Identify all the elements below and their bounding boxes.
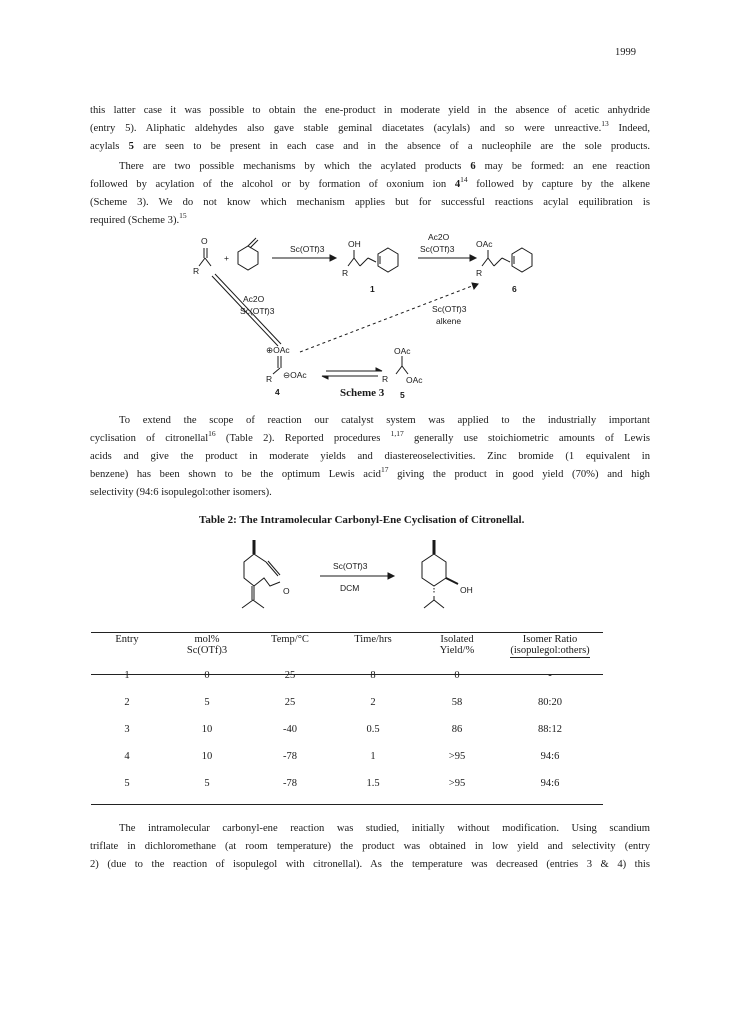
- para2-line3: (Scheme 3). We do not know which mechanism applies but for successful reactions acylal equilibration is: [90, 197, 650, 208]
- acylal-oac-right: OAc: [406, 375, 423, 385]
- para4-line3: 2) (due to the reaction of isopulegol with citronellal). As the temperature was decreased (entries 3 & 4) this: [90, 859, 650, 870]
- cell-entry: 4: [124, 751, 130, 762]
- reference-13: 13: [601, 119, 609, 128]
- paragraph-2: [90, 158, 650, 230]
- alkene-label: alkene: [436, 316, 462, 326]
- cell-time: 1.5: [366, 778, 380, 789]
- cell-yield: 0: [454, 670, 460, 681]
- cell-entry: 1: [124, 670, 130, 681]
- text-run: required (Scheme 3).: [90, 215, 180, 226]
- text-run: followed by acylation of the alcohol or by formation of oxonium ion: [90, 179, 455, 190]
- header-text: Isolated: [440, 634, 474, 645]
- header-text: (isopulegol:others): [510, 645, 590, 656]
- header-text: Time/hrs: [354, 634, 392, 645]
- cell-ratio: 88:12: [538, 724, 562, 735]
- para3-line1: To extend the scope of reaction our catalyst system was applied to the industrially important: [119, 415, 650, 426]
- cell-ratio: 94:6: [540, 778, 560, 789]
- header-text: Isomer Ratio: [522, 634, 578, 645]
- para3-line5: selectivity (94:6 isopulegol:other isomers).: [90, 487, 272, 498]
- cell-mol: 5: [204, 778, 210, 789]
- header-entry: [91, 634, 163, 656]
- compound-number: 4: [454, 179, 461, 190]
- header-yield: [417, 634, 497, 656]
- text-run: are seen to be present in each case and in the absence of a nucleophile are the sole products.: [133, 141, 650, 152]
- cell-yield: >95: [448, 751, 466, 762]
- table-row: [91, 662, 603, 689]
- reference-15: 15: [179, 211, 187, 220]
- product6-r: R: [476, 268, 483, 278]
- cell-time: 0.5: [366, 724, 380, 735]
- oxonium-r: R: [266, 374, 273, 384]
- text-run: There are two possible mechanisms by which the acylated products: [119, 161, 471, 172]
- plus-sign: +: [224, 253, 229, 263]
- table-header-row: [91, 634, 603, 656]
- paragraph-4: [90, 820, 650, 874]
- paragraph-3: [90, 412, 650, 502]
- text-run: may be formed: an ene reaction: [475, 161, 650, 172]
- text-run: (Table 2). Reported procedures: [215, 433, 391, 444]
- table-row: [91, 770, 603, 797]
- text-run: followed by capture by the alkene: [467, 179, 650, 190]
- cell-ratio: 94:6: [540, 751, 560, 762]
- cell-entry: 5: [124, 778, 130, 789]
- catalyst-label-4: Sc(OTf)3: [432, 304, 467, 314]
- citronellal-cyclisation-scheme: [0, 536, 740, 626]
- table-row: [91, 716, 603, 743]
- cell-mol: 10: [201, 724, 213, 735]
- compound-number: 5: [128, 141, 134, 152]
- cell-time: 8: [370, 670, 376, 681]
- acylal-oac-top: OAc: [394, 346, 411, 356]
- cell-time: 2: [370, 697, 376, 708]
- table-rule-mid: [91, 674, 603, 675]
- para4-line2: triflate in dichloromethane (at room temperature) the product was obtained in low yield and selectivity (entry: [90, 841, 650, 852]
- cell-temp: -40: [283, 724, 297, 735]
- scheme-3-caption: Scheme 3: [340, 387, 385, 399]
- reference-1-17: 1,17: [390, 429, 404, 438]
- cell-temp: -78: [283, 751, 297, 762]
- cell-time: 1: [370, 751, 376, 762]
- cell-mol: 0: [204, 670, 210, 681]
- product6-oac: OAc: [476, 239, 493, 249]
- compound-6-label: 6: [512, 284, 517, 294]
- acetate-anion: ⊖OAc: [283, 370, 307, 380]
- text-run: acylals: [90, 141, 129, 152]
- scheme-3-diagram: [0, 228, 740, 408]
- header-time: [329, 634, 417, 656]
- table-rule-top: [91, 632, 603, 633]
- aldehyde-o: O: [201, 236, 208, 246]
- cell-ratio: 80:20: [538, 697, 562, 708]
- catalyst-label-1: Sc(OTf)3: [290, 244, 325, 254]
- para3-line4: [90, 466, 650, 484]
- header-ratio: [497, 634, 603, 656]
- oxonium-oac: ⊕OAc: [266, 345, 290, 355]
- cell-entry: 2: [124, 697, 130, 708]
- table-2-caption: Table 2: The Intramolecular Carbonyl-Ene Cyclisation of Citronellal.: [199, 514, 525, 526]
- reference-17: 17: [380, 465, 389, 474]
- text-run: cyclisation of citronellal: [90, 433, 209, 444]
- header-text: Temp/°C: [271, 634, 309, 645]
- compound-4-label: 4: [275, 387, 280, 397]
- header-text: Entry: [115, 634, 139, 645]
- para1-line2: [90, 120, 650, 138]
- header-mol: [163, 634, 251, 656]
- table-row: [91, 743, 603, 770]
- aldehyde-r: R: [193, 266, 200, 276]
- cell-yield: 58: [451, 697, 463, 708]
- citronellal-o: O: [283, 586, 290, 596]
- reagent-label: Sc(OTf)3: [333, 561, 368, 571]
- cell-yield: >95: [448, 778, 466, 789]
- table-2: [91, 634, 603, 797]
- para3-line3: acids and give the product in moderate yields and diastereoselectivities. Zinc bromide (1 equivalent in: [90, 451, 650, 462]
- para1-line1: this latter case it was possible to obtain the ene-product in moderate yield in the absence of acetic anhydride: [90, 105, 650, 116]
- cell-mol: 10: [201, 751, 213, 762]
- text-run: generally use stoichiometric amounts of Lewis: [403, 433, 651, 444]
- text-run: giving the product in good yield (70%) and high: [388, 469, 650, 480]
- compound-5-label: 5: [400, 390, 405, 400]
- acylal-r: R: [382, 374, 389, 384]
- catalyst-label-3: Sc(OTf)3: [240, 306, 275, 316]
- header-text: Yield/%: [439, 645, 475, 656]
- ac2o-label-2: Ac2O: [243, 294, 265, 304]
- para2-line2: [90, 176, 650, 194]
- para3-line2: [90, 430, 650, 448]
- header-text: mol%: [194, 634, 220, 645]
- header-text: Sc(OTf)3: [186, 645, 228, 656]
- solvent-label: DCM: [340, 583, 360, 593]
- cell-temp: 25: [284, 697, 296, 708]
- table-rule-bottom: [91, 804, 603, 805]
- para2-line1: [90, 158, 650, 176]
- compound-number: 6: [470, 161, 476, 172]
- cell-yield: 86: [451, 724, 463, 735]
- isopulegol-oh: OH: [460, 585, 473, 595]
- compound-1-label: 1: [370, 284, 375, 294]
- page-number: 1999: [615, 47, 636, 58]
- para1-line3: [90, 138, 650, 156]
- cell-ratio: -: [548, 670, 552, 681]
- cell-mol: 5: [204, 697, 210, 708]
- catalyst-label-2: Sc(OTf)3: [420, 244, 455, 254]
- text-run: Indeed,: [608, 123, 650, 134]
- paragraph-1: [90, 102, 650, 156]
- table-row: [91, 689, 603, 716]
- para4-line1: The intramolecular carbonyl-ene reaction was studied, initially without modification. Using scandium: [119, 823, 650, 834]
- header-temp: [251, 634, 329, 656]
- text-run: benzene) has been shown to be the optimum Lewis acid: [90, 469, 381, 480]
- cell-temp: 25: [284, 670, 296, 681]
- ac2o-label-1: Ac2O: [428, 232, 450, 242]
- product1-r: R: [342, 268, 349, 278]
- cell-entry: 3: [124, 724, 130, 735]
- reference-14: 14: [460, 175, 468, 184]
- cell-temp: -78: [283, 778, 297, 789]
- reference-16: 16: [208, 429, 216, 438]
- text-run: (entry 5). Aliphatic aldehydes also gave stable geminal diacetates (acylals) and so were unreactive.: [90, 123, 602, 134]
- product1-oh: OH: [348, 239, 361, 249]
